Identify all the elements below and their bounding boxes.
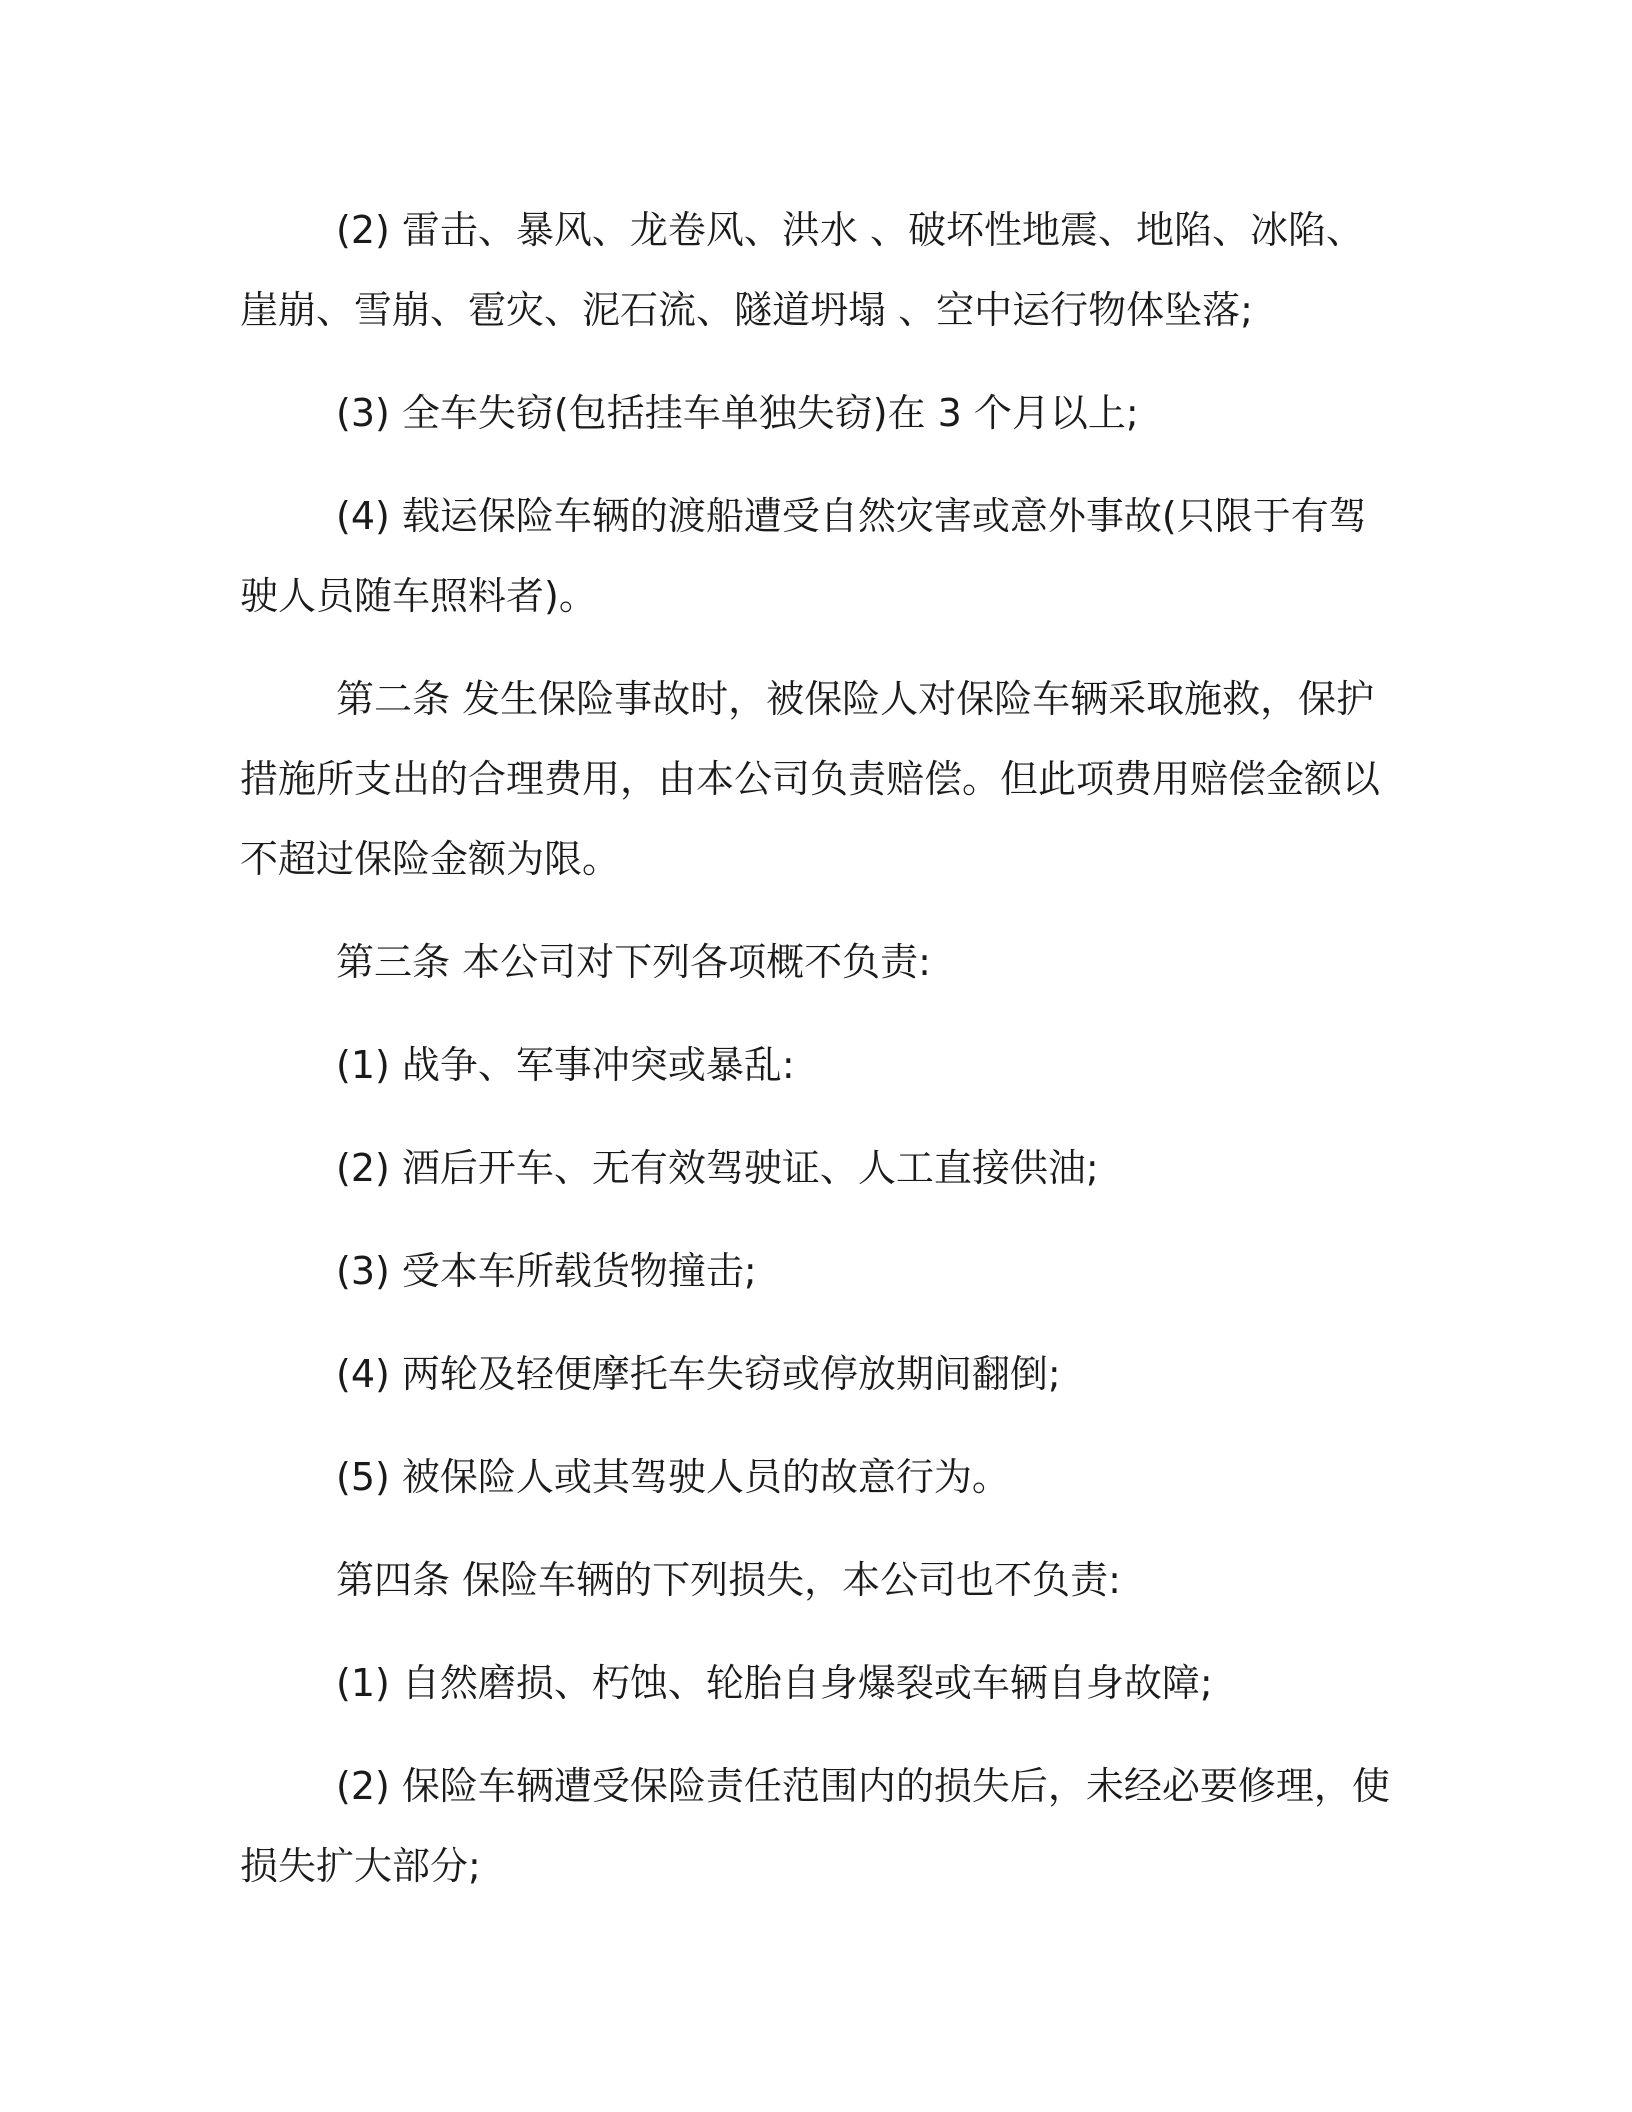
article-four-exclusions-heading: 第四条 保险车辆的下列损失，本公司也不负责: <box>336 1558 1121 1602</box>
exclusion-cargo-impact: (3) 受本车所载货物撞击; <box>336 1249 757 1293</box>
exclusion-drunk-driving: (2) 酒后开车、无有效驾驶证、人工直接供油; <box>336 1146 1099 1190</box>
exclusion-motorcycle-theft: (4) 两轮及轻便摩托车失窃或停放期间翻倒; <box>336 1352 1061 1396</box>
exclusion-intentional-acts: (5) 被保险人或其驾驶人员的故意行为。 <box>336 1455 1010 1499</box>
exclusion-wear-and-tear: (1) 自然磨损、朽蚀、轮胎自身爆裂或车辆自身故障; <box>336 1661 1213 1705</box>
document-page <box>240 190 1390 1906</box>
clause-vehicle-theft: (3) 全车失窃(包括挂车单独失窃)在 3 个月以上; <box>336 391 1139 435</box>
article-three-exclusions-heading: 第三条 本公司对下列各项概不负责: <box>336 940 931 984</box>
exclusion-war: (1) 战争、军事冲突或暴乱: <box>336 1043 795 1087</box>
clause-ferry-accident: (4) 载运保险车辆的渡船遭受自然灾害或意外事故(只限于有驾驶人员随车照料者)。 <box>240 494 1367 618</box>
clause-natural-disasters: (2) 雷击、暴风、龙卷风、洪水 、破坏性地震、地陷、冰陷、崖崩、雪崩、雹灾、泥石流、隧道坍塌 、空中运行物体坠落; <box>240 208 1364 332</box>
exclusion-unrepaired-damage: (2) 保险车辆遭受保险责任范围内的损失后，未经必要修理，使损失扩大部分; <box>240 1764 1390 1888</box>
article-two-rescue-costs: 第二条 发生保险事故时，被保险人对保险车辆采取施救，保护措施所支出的合理费用，由本公司负责赔偿。但此项费用赔偿金额以不超过保险金额为限。 <box>240 677 1381 881</box>
